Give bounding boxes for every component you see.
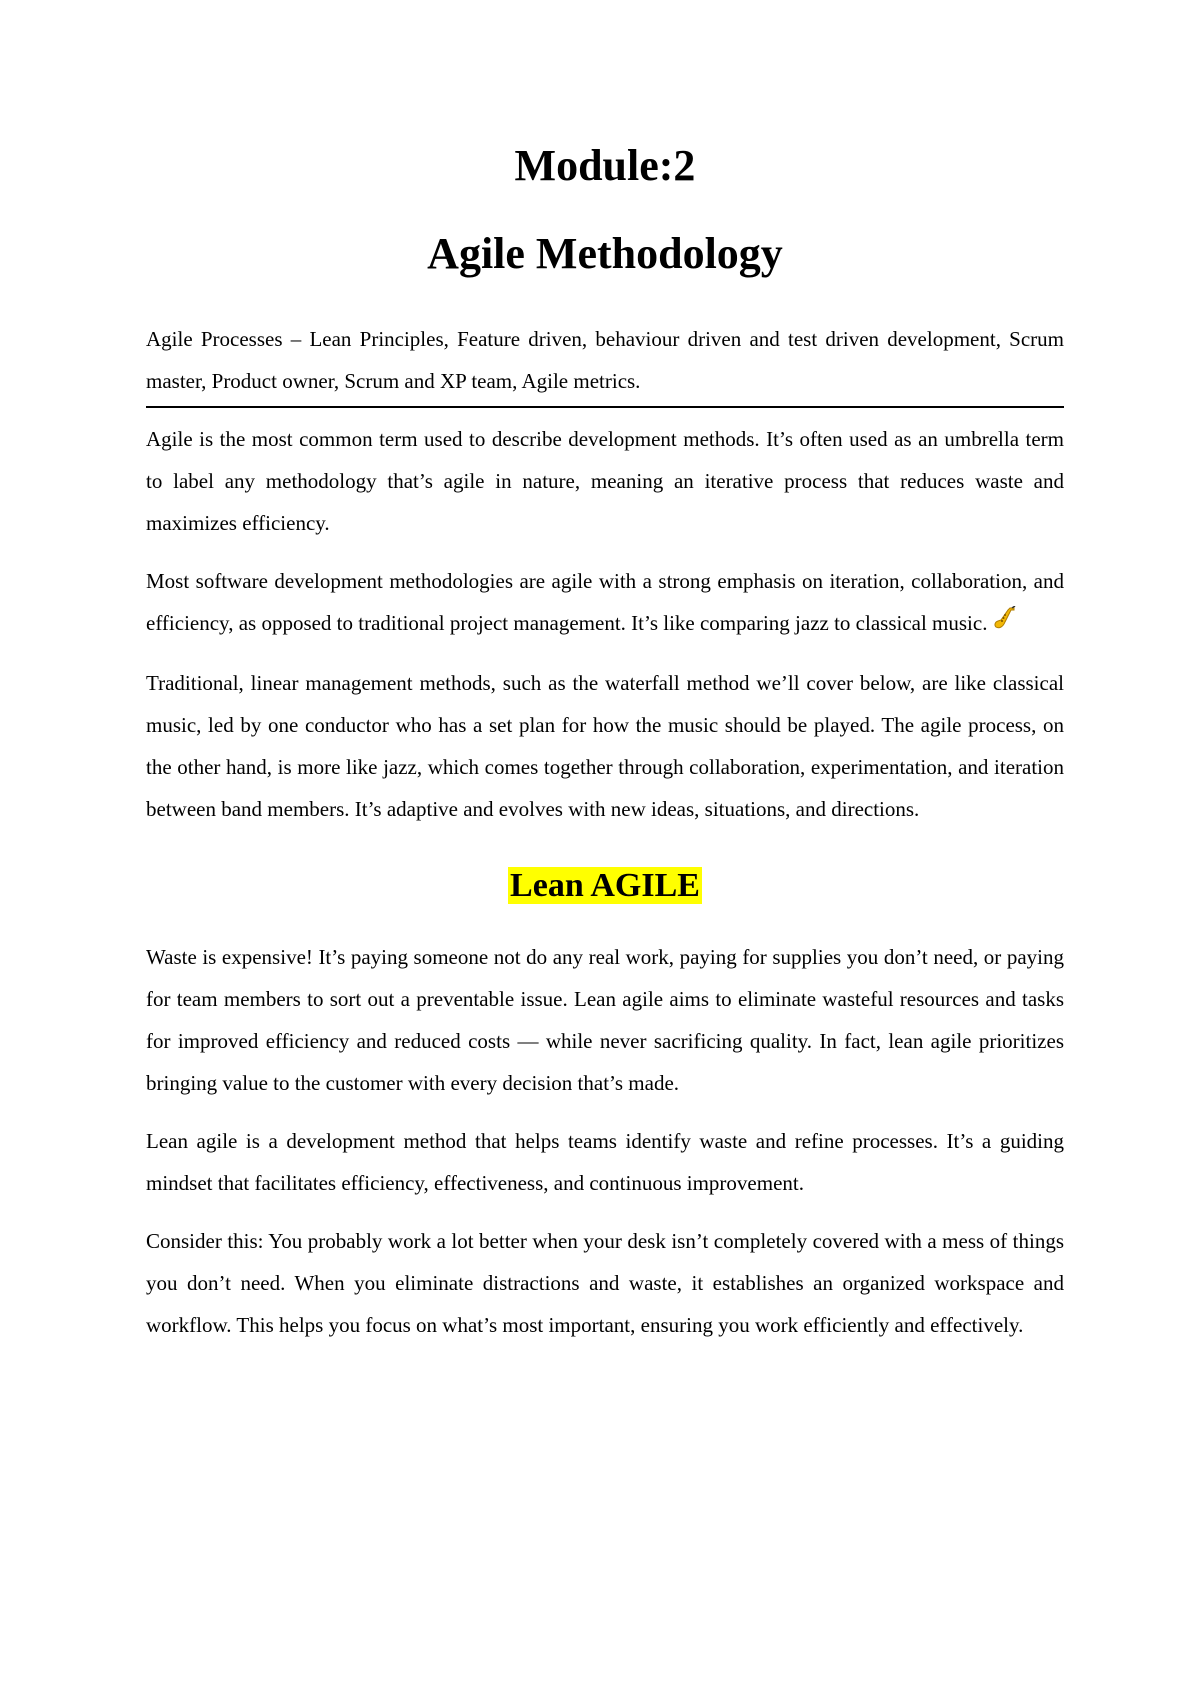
intro-paragraph-3: Traditional, linear management methods, such as the waterfall method we’ll cover below, are like classical music, led by one conductor who has a set plan for how the music should be played. The agile process, on the other hand, is more like jazz, which comes together through collaboration, experimentation, and iteration between band members. It’s adaptive and evolves with new ideas, situations, and directions.	[146, 671, 1064, 821]
page-title: Agile Methodology	[427, 229, 783, 278]
section-heading-text: Lean AGILE	[510, 867, 700, 904]
section-heading-lean-agile	[146, 864, 1064, 908]
intro-paragraph-2	[146, 560, 1064, 646]
lean-paragraph-1: Waste is expensive! It’s paying someone not do any real work, paying for supplies you don’t need, or paying for team members to sort out a preventable issue. Lean agile aims to eliminate wasteful resources and tasks for improved efficiency and reduced costs — while never sacrificing quality. In fact, lean agile prioritizes bringing value to the customer with every decision that’s made.	[146, 945, 1064, 1095]
intro-paragraph-2-text: Most software development methodologies are agile with a strong emphasis on iteration, collaboration, and efficiency, as opposed to traditional project management. It’s like comparing jazz to classical music.	[146, 569, 1064, 635]
intro-paragraph-1: Agile is the most common term used to describe development methods. It’s often used as an umbrella term to label any methodology that’s agile in nature, meaning an iterative process that reduces waste and maximizes efficiency.	[146, 427, 1064, 535]
saxophone-icon	[991, 604, 1017, 646]
lean-paragraph-3: Consider this: You probably work a lot better when your desk isn’t completely covered with a mess of things you don’t need. When you eliminate distractions and waste, it establishes an organized workspace and workflow. This helps you focus on what’s most important, ensuring you work efficiently and effectively.	[146, 1229, 1064, 1337]
syllabus-summary: Agile Processes – Lean Principles, Feature driven, behaviour driven and test driven development, Scrum master, Product owner, Scrum and XP team, Agile metrics.	[146, 318, 1064, 408]
lean-paragraph-2: Lean agile is a development method that helps teams identify waste and refine processes. It’s a guiding mindset that facilitates efficiency, effectiveness, and continuous improvement.	[146, 1129, 1064, 1195]
module-title: Module:2	[514, 141, 696, 190]
document-page	[146, 140, 1064, 1346]
